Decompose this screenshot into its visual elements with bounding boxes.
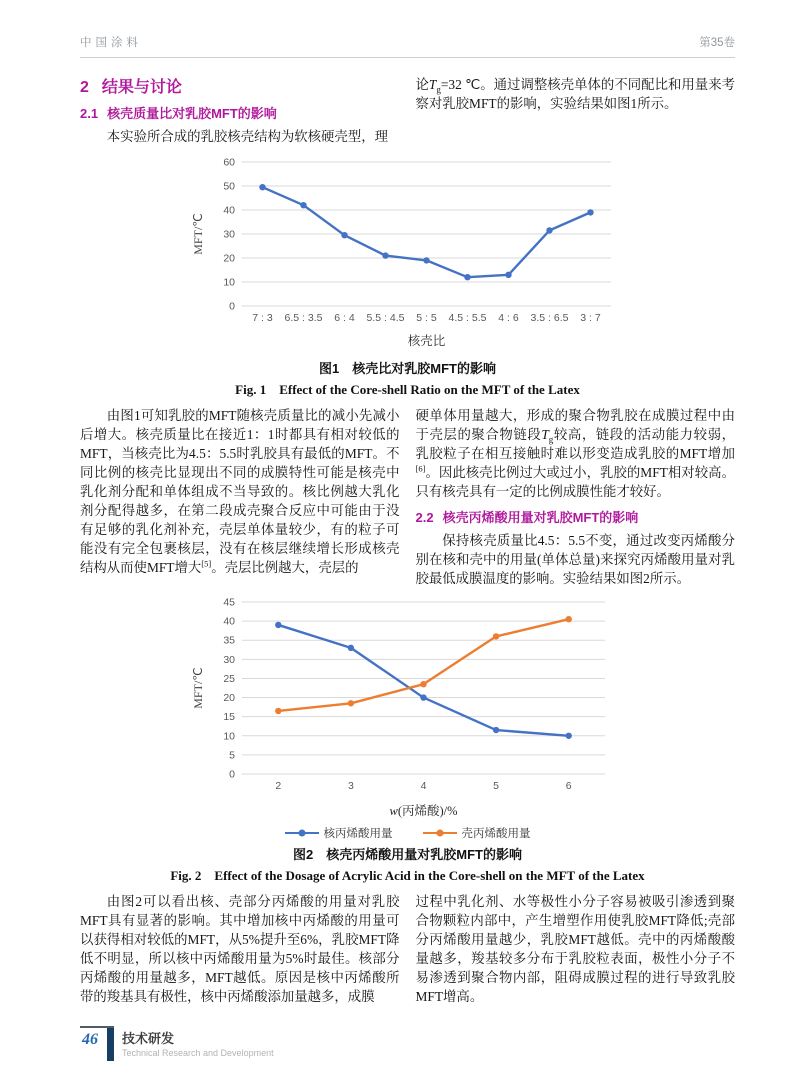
svg-text:15: 15 bbox=[223, 711, 235, 724]
svg-text:MFT/℃: MFT/℃ bbox=[191, 667, 205, 709]
svg-text:6.5 : 3.5: 6.5 : 3.5 bbox=[284, 312, 323, 324]
bottom-left-paragraph: 由图2可以看出核、壳部分丙烯酸的用量对乳胶MFT具有显著的影响。其中增加核中丙烯酸的用量可以获得相对较低的MFT，从5%提升至6%，乳胶MFT降低不明显，所以核中丙烯酸用量为5%时最佳。核部分丙烯酸的用量越多，MFT越低。原因是核中丙烯酸所带的羧基具有极性，核中丙烯酸添加量越多，成膜 bbox=[80, 894, 400, 1004]
section-2-number: 2 bbox=[80, 79, 89, 96]
intro-columns bbox=[80, 58, 735, 146]
bottom-right-column bbox=[416, 892, 736, 1006]
bottom-columns bbox=[80, 892, 735, 1006]
page-header bbox=[80, 0, 735, 58]
mid-columns bbox=[80, 406, 735, 588]
svg-text:20: 20 bbox=[223, 692, 235, 705]
figure-1-chart bbox=[190, 154, 625, 350]
page-number-block bbox=[80, 1026, 114, 1061]
figure-2-caption-cn: 图2 核壳丙烯酸用量对乳胶MFT的影响 bbox=[293, 847, 522, 862]
section-2-2-heading bbox=[416, 507, 736, 526]
intro-left-column bbox=[80, 58, 400, 146]
svg-text:30: 30 bbox=[223, 228, 235, 241]
svg-text:6 : 4: 6 : 4 bbox=[334, 312, 355, 324]
svg-text:3: 3 bbox=[347, 780, 354, 792]
svg-text:35: 35 bbox=[223, 634, 235, 647]
figure-1-caption-en: Fig. 1 Effect of the Core-shell Ratio on the MFT of the Latex bbox=[235, 382, 580, 397]
svg-text:45: 45 bbox=[223, 596, 235, 609]
svg-text:3 : 7: 3 : 7 bbox=[580, 312, 601, 324]
section-2-1-title: 核壳质量比对乳胶MFT的影响 bbox=[107, 106, 277, 121]
svg-text:5 : 5: 5 : 5 bbox=[416, 312, 437, 324]
figure-1-caption-cn: 图1 核壳比对乳胶MFT的影响 bbox=[319, 361, 496, 376]
svg-text:4 : 6: 4 : 6 bbox=[498, 312, 519, 324]
legend-item-core bbox=[285, 825, 393, 841]
journal-title: 中国涂料 bbox=[80, 37, 142, 49]
volume-label: 第35卷 bbox=[699, 37, 735, 49]
svg-text:w(丙烯酸)/%: w(丙烯酸)/% bbox=[389, 804, 458, 818]
svg-text:25: 25 bbox=[223, 672, 235, 685]
svg-text:0: 0 bbox=[229, 300, 235, 313]
section-2-2-title: 核壳丙烯酸用量对乳胶MFT的影响 bbox=[442, 510, 639, 525]
footer-section-labels bbox=[122, 1026, 274, 1058]
footer-label-en: Technical Research and Development bbox=[122, 1048, 274, 1058]
svg-text:5: 5 bbox=[229, 749, 235, 762]
legend-label-core: 核丙烯酸用量 bbox=[323, 828, 393, 840]
mid-left-column bbox=[80, 406, 400, 588]
svg-text:10: 10 bbox=[223, 730, 235, 743]
svg-text:3.5 : 6.5: 3.5 : 6.5 bbox=[530, 312, 569, 324]
svg-text:50: 50 bbox=[223, 180, 235, 193]
svg-text:6: 6 bbox=[565, 780, 572, 792]
svg-text:5: 5 bbox=[493, 780, 500, 792]
svg-text:20: 20 bbox=[223, 252, 235, 265]
legend-line-marker-orange-icon bbox=[423, 832, 457, 835]
svg-text:40: 40 bbox=[223, 204, 235, 217]
figure-2-caption-en: Fig. 2 Effect of the Dosage of Acrylic Acid in the Core-shell on the MFT of the Latex bbox=[170, 868, 645, 883]
page-number: 46 bbox=[82, 1031, 98, 1048]
svg-text:2: 2 bbox=[275, 780, 282, 792]
svg-text:60: 60 bbox=[223, 156, 235, 169]
figure-2-chart bbox=[190, 594, 625, 820]
legend-line-marker-blue-icon bbox=[285, 832, 319, 835]
legend-label-shell: 壳丙烯酸用量 bbox=[461, 828, 531, 840]
section-2-1-number: 2.1 bbox=[80, 106, 99, 121]
svg-text:30: 30 bbox=[223, 653, 235, 666]
svg-text:5.5 : 4.5: 5.5 : 4.5 bbox=[366, 312, 405, 324]
page-footer bbox=[80, 1026, 274, 1061]
mid-right-paragraph: 硬单体用量越大，形成的聚合物乳胶在成膜过程中由于壳层的聚合物链段$T_g$较高，链段的活动能力较弱，乳胶粒子在相互接触时难以形变造成乳胶的MFT增加[6]。因此核壳比例过大或过小，乳胶的MFT相对较高。只有核壳具有一定的比例成膜性能才较好。 bbox=[415, 408, 736, 499]
reference-5: [5] bbox=[201, 558, 212, 569]
figure-2-legend bbox=[80, 825, 735, 841]
section-2-2-number: 2.2 bbox=[415, 510, 434, 525]
legend-item-shell bbox=[423, 825, 531, 841]
svg-text:4.5 : 5.5: 4.5 : 5.5 bbox=[448, 312, 487, 324]
svg-text:4: 4 bbox=[420, 780, 427, 792]
svg-text:7 : 3: 7 : 3 bbox=[252, 312, 273, 324]
svg-text:40: 40 bbox=[223, 615, 235, 628]
mid-right-column bbox=[416, 406, 736, 588]
mid-left-paragraph: 由图1可知乳胶的MFT随核壳质量比的减小先减小后增大。核壳质量比在接近1：1时都具有相对较低的MFT，当核壳比为4.5：5.5时乳胶具有最低的MFT。不同比例的核壳比显现出不同的成膜特性可能是核壳中乳化剂分配和单体组成不当导致的。核比例越大乳化剂分配得越多，在第二段成壳聚合反应中可能由于没有足够的乳化剂补充，壳层单体量较少，有的粒子可能没有完全包裹核层，没有在核层继续增长形成核壳结构从而使MFT增大[5]。壳层比例越大，壳层的 bbox=[80, 408, 400, 575]
svg-text:10: 10 bbox=[223, 276, 235, 289]
intro-right-paragraph: 论$T_g=32$ ℃。通过调整核壳单体的不同配比和用量来考察对乳胶MFT的影响，实验结果如图1所示。 bbox=[415, 77, 736, 111]
intro-left-paragraph: 本实验所合成的乳胶核壳结构为软核硬壳型，理 bbox=[106, 129, 388, 144]
svg-text:0: 0 bbox=[229, 768, 235, 781]
svg-text:MFT/℃: MFT/℃ bbox=[191, 213, 205, 255]
footer-divider-bar bbox=[107, 1028, 114, 1061]
section-2-2-paragraph: 保持核壳质量比4.5：5.5不变，通过改变丙烯酸分别在核和壳中的用量(单体总量)来探究丙烯酸用量对乳胶最低成膜温度的影响。实验结果如图2所示。 bbox=[415, 533, 735, 586]
figure-2 bbox=[80, 594, 735, 884]
section-2-title: 结果与讨论 bbox=[101, 79, 182, 96]
intro-right-column bbox=[416, 58, 736, 146]
section-2-heading bbox=[80, 74, 400, 97]
figure-1 bbox=[80, 154, 735, 398]
section-2-1-heading bbox=[80, 103, 400, 122]
reference-6: [6] bbox=[415, 463, 426, 474]
svg-text:核壳比: 核壳比 bbox=[407, 334, 446, 348]
footer-label-cn: 技术研发 bbox=[122, 1031, 175, 1046]
bottom-right-paragraph: 过程中乳化剂、水等极性小分子容易被吸引渗透到聚合物颗粒内部中，产生增塑作用使乳胶MFT降低;壳部分丙烯酸用量越少，乳胶MFT越低。壳中的丙烯酸酸量越多，羧基较多分布于乳胶粒表面，极性小分子不易渗透到聚合物内部，阻碍成膜过程的进行导致乳胶MFT增高。 bbox=[415, 894, 735, 1004]
bottom-left-column bbox=[80, 892, 400, 1006]
